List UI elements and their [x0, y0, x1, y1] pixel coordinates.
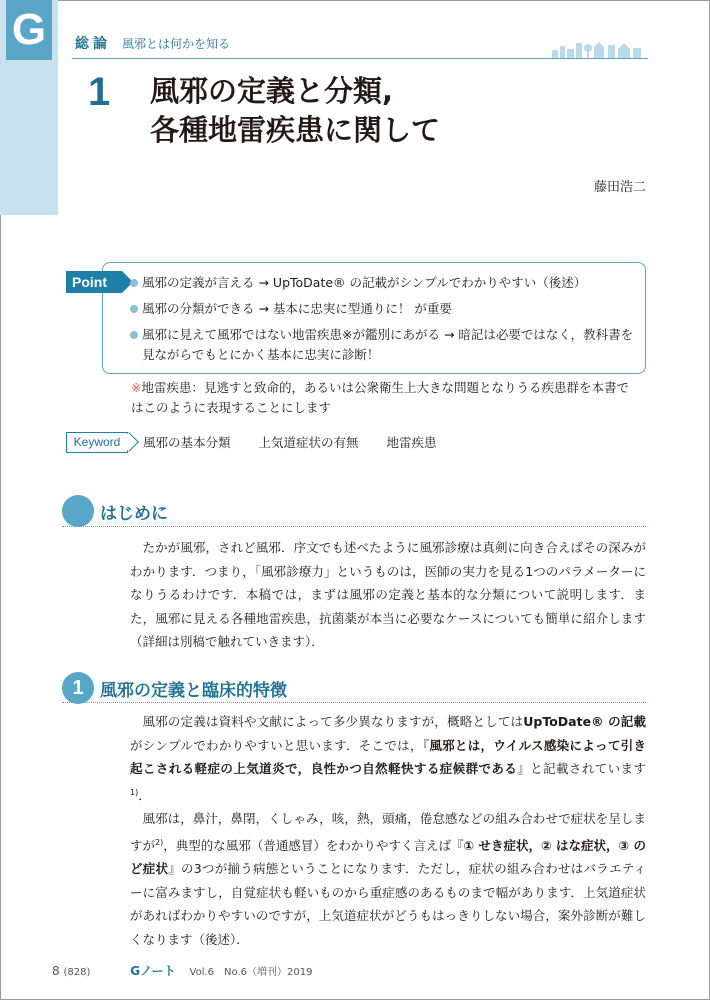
section1-paragraph-1: 風邪の定義は資料や文献によって多少異なりますが，概略としてはUpToDate® の記載がシンプルでわかりやすいと思います．そこでは，『風邪とは，ウイルス感染によって引き起こされる軽症の上気道炎で，良性かつ自然軽快する症候群である』と記載されています$^{1)}$． [130, 714, 646, 803]
keyword-item: 地雷疾患 [386, 435, 437, 450]
section1-body [130, 710, 646, 951]
section-title-1: 風邪の定義と臨床的特徴 [100, 681, 287, 701]
bullet-icon [130, 331, 138, 339]
intro-paragraph: たかが風邪，されど風邪．序文でも述べたように風邪診療は真剣に向き合えばその深みがわかります．つまり，「風邪診療力」というものは，医師の実力を見る1つのパラメーターになりうるわけです．本稿では，まずは風邪の定義と基本的な分類について説明します．また，風邪に見える各種地雷疾患，抗菌薬が本当に必要なケースについても簡単に紹介します（詳細は別稿で触れていきます）． [130, 540, 646, 649]
section-rule [62, 702, 646, 703]
section-title-intro: はじめに [100, 504, 168, 524]
journal-volume: Vol.6 No.6（増刊）2019 [189, 967, 313, 978]
point-item: 風邪の定義が言える → UpToDate® の記載がシンプルでわかりやすい（後述） [130, 273, 635, 293]
chapter-number: 1 [88, 70, 111, 114]
footer [52, 962, 312, 979]
bullet-icon [130, 305, 138, 313]
point-tag: Point [66, 271, 122, 293]
note-mark: ※ [131, 380, 142, 395]
section-subtitle: 風邪とは何かを知る [122, 37, 231, 51]
keyword-list [143, 433, 461, 451]
page-total: (828) [63, 967, 91, 978]
skyline-icon [548, 40, 648, 58]
section1-paragraph-2: 風邪は，鼻汁，鼻閉，くしゃみ，咳，熱，頭痛，倦怠感などの組み合わせで症状を呈しますが$^{2)}$，典型的な風邪（普通感冒）をわかりやすく言えば『① せき症状，② はな症状，③ のど症状』の3つが揃う病態ということになります．ただし，症状の組み合わせはバラエティーに富みますし，自覚症状も軽いものから重症感のあるものまで幅があります．上気道症状があればわかりやすいのですが，上気道症状がどうもはっきりしない場合，案外診断が難しくなります（後述）． [130, 811, 646, 947]
point-list [130, 273, 635, 371]
keyword-item: 上気道症状の有無 [258, 435, 359, 450]
page-number: 8 [52, 964, 60, 978]
chapter-title-line2: 各種地雷疾患に関して [150, 113, 441, 147]
author: 藤田浩二 [593, 180, 646, 195]
point-item: 風邪に見えて風邪ではない地雷疾患※が鑑別にあがる → 暗記は必要ではなく，教科書を見ながらでもとにかく基本に忠実に診断！ [130, 325, 635, 365]
bullet-icon [130, 279, 138, 287]
section-label: 総論 [75, 36, 111, 52]
point-item: 風邪の分類ができる → 基本に忠実に型通りに！ が重要 [130, 299, 635, 319]
keyword-tag: Keyword [66, 432, 128, 453]
g-logo: G [6, 0, 52, 60]
keyword-item: 風邪の基本分類 [143, 435, 231, 450]
section-circle-icon [62, 495, 94, 527]
note-text: 地雷疾患：見逃すと致命的，あるいは公衆衛生上大きな問題となりうる疾患群を本書ではこのように表現することにします [131, 380, 629, 415]
chapter-title [150, 72, 440, 150]
journal-name: Gノート [130, 964, 176, 978]
section-rule [62, 526, 646, 527]
header-rule [72, 58, 648, 59]
footnote [131, 378, 641, 418]
chapter-title-line1: 風邪の定義と分類, [150, 74, 394, 108]
section-number-icon: 1 [62, 672, 94, 704]
